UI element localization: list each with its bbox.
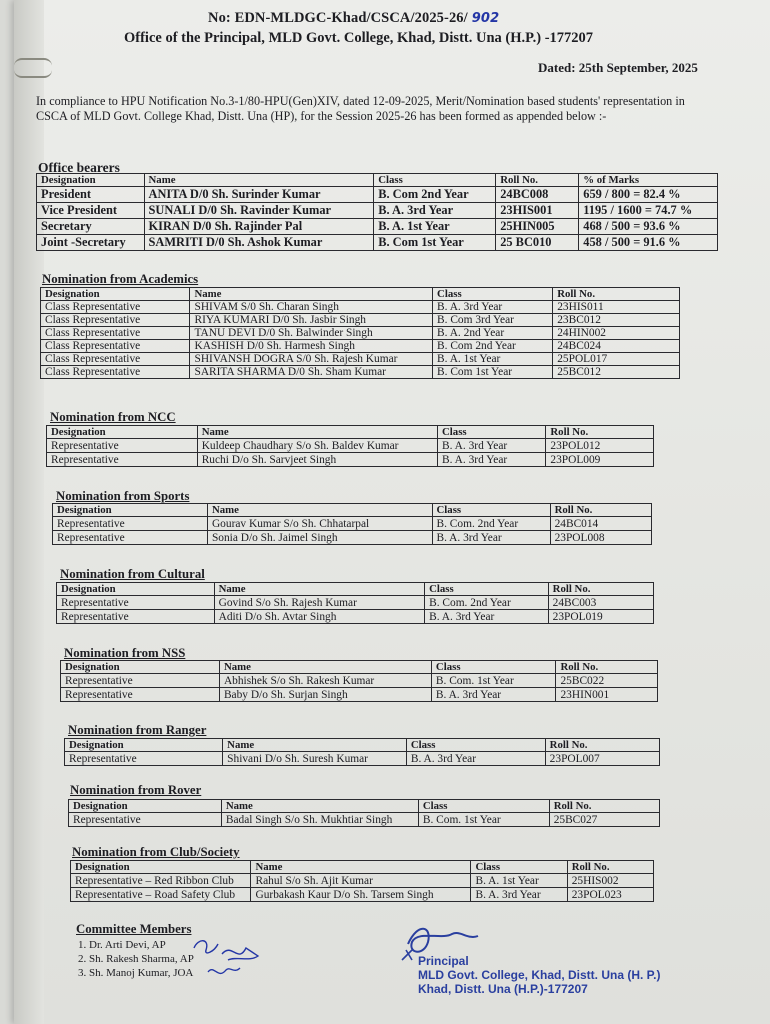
column-header: Class	[418, 800, 549, 813]
committee-member: 1. Dr. Arti Devi, AP	[78, 939, 166, 951]
column-header: Roll No.	[545, 739, 659, 752]
class-cell: B. A. 3rd Year	[374, 203, 496, 219]
name-cell: Shivani D/o Sh. Suresh Kumar	[223, 752, 407, 766]
name-cell: Badal Singh S/o Sh. Mukhtiar Singh	[221, 813, 418, 827]
class-cell: B. A. 3rd Year	[406, 752, 545, 766]
reference-number	[208, 10, 499, 27]
column-header: Roll No.	[567, 861, 653, 874]
section-title-nss: Nomination from NSS	[64, 646, 186, 660]
designation-cell: Representative	[61, 674, 220, 688]
designation-cell: Representative	[57, 610, 215, 624]
designation-cell: Representative	[57, 596, 215, 610]
class-cell: B. A. 3rd Year	[438, 439, 546, 453]
table-row	[37, 219, 718, 235]
marks-cell: 468 / 500 = 93.6 %	[579, 219, 718, 235]
table-row	[41, 327, 680, 340]
name-cell: SHIVAM S/0 Sh. Charan Singh	[190, 301, 433, 314]
name-cell: SHIVANSH DOGRA S/0 Sh. Rajesh Kumar	[190, 353, 433, 366]
section-title-rover: Nomination from Rover	[70, 783, 202, 797]
roll-cell: 25BC022	[556, 674, 658, 688]
table-header-row	[69, 800, 660, 813]
column-header: Name	[223, 739, 407, 752]
nss-table	[60, 660, 658, 702]
designation-cell: Representative	[61, 688, 220, 702]
class-cell: B. Com 1st Year	[433, 366, 553, 379]
rover-table	[68, 799, 660, 827]
designation-cell: Class Representative	[41, 340, 190, 353]
designation-cell: Class Representative	[41, 301, 190, 314]
committee-member: 2. Sh. Rakesh Sharma, AP	[78, 953, 194, 965]
roll-cell: 23BC012	[553, 314, 680, 327]
column-header: Class	[438, 426, 546, 439]
stamp-line-3: Khad, Distt. Una (H.P.)-177207	[418, 982, 588, 996]
table-header-row	[47, 426, 654, 439]
column-header: Designation	[57, 583, 215, 596]
designation-cell: Representative	[47, 453, 198, 467]
class-cell: B. Com. 2nd Year	[432, 517, 550, 531]
column-header: Name	[214, 583, 425, 596]
table-row	[61, 674, 658, 688]
column-header: Designation	[71, 861, 251, 874]
office-bearers-table	[36, 173, 718, 251]
designation-cell: President	[37, 187, 145, 203]
column-header: Roll No.	[556, 661, 658, 674]
sports-table	[52, 503, 652, 545]
name-cell: SARITA SHARMA D/0 Sh. Sham Kumar	[190, 366, 433, 379]
roll-cell: 25BC012	[553, 366, 680, 379]
class-cell: B. Com 2nd Year	[374, 187, 496, 203]
column-header: Roll No.	[496, 174, 579, 187]
handwritten-number: 902	[471, 11, 500, 26]
ranger-table	[64, 738, 660, 766]
designation-cell: Class Representative	[41, 327, 190, 340]
class-cell: B. Com 1st Year	[374, 235, 496, 251]
table-row	[53, 517, 652, 531]
roll-cell: 25HIS002	[567, 874, 653, 888]
designation-cell: Representative	[53, 517, 208, 531]
date-line	[538, 60, 698, 76]
column-header: Designation	[41, 288, 190, 301]
class-cell: B. A. 1st Year	[374, 219, 496, 235]
table-row	[41, 366, 680, 379]
roll-cell: 25POL017	[553, 353, 680, 366]
table-header-row	[57, 583, 654, 596]
page-binding	[14, 0, 44, 1024]
roll-cell: 24BC014	[550, 517, 651, 531]
designation-cell: Representative – Road Safety Club	[71, 888, 251, 902]
designation-cell: Representative	[47, 439, 198, 453]
name-cell: Kuldeep Chaudhary S/o Sh. Baldev Kumar	[197, 439, 437, 453]
name-cell: Gurbakash Kaur D/o Sh. Tarsem Singh	[251, 888, 471, 902]
roll-cell: 25 BC010	[496, 235, 579, 251]
roll-cell: 23POL019	[548, 610, 653, 624]
column-header: Designation	[47, 426, 198, 439]
class-cell: B. A. 3rd Year	[438, 453, 546, 467]
stamp-line-2: MLD Govt. College, Khad, Distt. Una (H. P.)	[418, 968, 661, 982]
table-row	[71, 888, 654, 902]
roll-cell: 25HIN005	[496, 219, 579, 235]
name-cell: KIRAN D/0 Sh. Rajinder Pal	[144, 219, 374, 235]
class-cell: B. A. 1st Year	[471, 874, 567, 888]
roll-cell: 25BC027	[549, 813, 659, 827]
academics-table	[40, 287, 680, 379]
designation-cell: Class Representative	[41, 314, 190, 327]
designation-cell: Representative	[69, 813, 222, 827]
column-header: Name	[221, 800, 418, 813]
marks-cell: 659 / 800 = 82.4 %	[579, 187, 718, 203]
table-header-row	[41, 288, 680, 301]
roll-cell: 23HIS001	[496, 203, 579, 219]
column-header: Class	[432, 504, 550, 517]
class-cell: B. A. 2nd Year	[433, 327, 553, 340]
table-row	[41, 314, 680, 327]
class-cell: B. A. 3rd Year	[431, 688, 556, 702]
name-cell: ANITA D/0 Sh. Surinder Kumar	[144, 187, 374, 203]
name-cell: Ruchi D/o Sh. Sarvjeet Singh	[197, 453, 437, 467]
designation-cell: Class Representative	[41, 366, 190, 379]
column-header: Roll No.	[553, 288, 680, 301]
roll-cell: 24BC008	[496, 187, 579, 203]
roll-cell: 23POL008	[550, 531, 651, 545]
designation-cell: Secretary	[37, 219, 145, 235]
table-row	[37, 235, 718, 251]
table-header-row	[71, 861, 654, 874]
name-cell: TANU DEVI D/0 Sh. Balwinder Singh	[190, 327, 433, 340]
marks-cell: 1195 / 1600 = 74.7 %	[579, 203, 718, 219]
cultural-table	[56, 582, 654, 624]
roll-cell: 23POL012	[546, 439, 654, 453]
reference-number-text: No: EDN-MLDGC-Khad/CSCA/2025-26/	[208, 10, 468, 26]
marks-cell: 458 / 500 = 91.6 %	[579, 235, 718, 251]
section-title-club: Nomination from Club/Society	[72, 845, 240, 859]
roll-cell: 23HIN001	[556, 688, 658, 702]
roll-cell: 23POL023	[567, 888, 653, 902]
designation-cell: Class Representative	[41, 353, 190, 366]
column-header: Designation	[69, 800, 222, 813]
section-title-sports: Nomination from Sports	[56, 489, 190, 503]
column-header: Name	[219, 661, 431, 674]
class-cell: B. A. 1st Year	[433, 353, 553, 366]
column-header: Roll No.	[550, 504, 651, 517]
table-header-row	[61, 661, 658, 674]
committee-signatures	[188, 934, 278, 986]
class-cell: B. Com. 2nd Year	[425, 596, 549, 610]
roll-cell: 23HIS011	[553, 301, 680, 314]
name-cell: Gourav Kumar S/o Sh. Chhatarpal	[207, 517, 432, 531]
class-cell: B. A. 3rd Year	[433, 301, 553, 314]
designation-cell: Joint -Secretary	[37, 235, 145, 251]
class-cell: B. Com. 1st Year	[431, 674, 556, 688]
name-cell: KASHISH D/0 Sh. Harmesh Singh	[190, 340, 433, 353]
name-cell: Baby D/o Sh. Surjan Singh	[219, 688, 431, 702]
column-header: Name	[251, 861, 471, 874]
name-cell: SUNALI D/0 Sh. Ravinder Kumar	[144, 203, 374, 219]
column-header: Designation	[37, 174, 145, 187]
name-cell: Rahul S/o Sh. Ajit Kumar	[251, 874, 471, 888]
roll-cell: 24HIN002	[553, 327, 680, 340]
intro-paragraph: In compliance to HPU Notification No.3-1/80-HPU(Gen)XIV, dated 12-09-2025, Merit/Nomination based students' representation in CSCA of MLD Govt. College Khad, Distt. Una (HP), for the Session 2025-26 has been formed as appended below :-	[36, 94, 685, 123]
table-row	[37, 203, 718, 219]
club-table	[70, 860, 654, 902]
column-header: Name	[197, 426, 437, 439]
column-header: Designation	[65, 739, 223, 752]
section-title-ncc: Nomination from NCC	[50, 410, 176, 424]
column-header: Name	[190, 288, 433, 301]
designation-cell: Vice President	[37, 203, 145, 219]
designation-cell: Representative	[53, 531, 208, 545]
designation-cell: Representative – Red Ribbon Club	[71, 874, 251, 888]
name-cell: Sonia D/o Sh. Jaimel Singh	[207, 531, 432, 545]
class-cell: B. A. 3rd Year	[471, 888, 567, 902]
roll-cell: 23POL007	[545, 752, 659, 766]
table-row	[41, 340, 680, 353]
table-row	[53, 531, 652, 545]
table-row	[69, 813, 660, 827]
column-header: Roll No.	[549, 800, 659, 813]
column-header: Roll No.	[546, 426, 654, 439]
stamp-line-1: Principal	[418, 954, 469, 968]
table-row	[57, 596, 654, 610]
roll-cell: 24BC024	[553, 340, 680, 353]
name-cell: SAMRITI D/0 Sh. Ashok Kumar	[144, 235, 374, 251]
ncc-table	[46, 425, 654, 467]
name-cell: Aditi D/o Sh. Avtar Singh	[214, 610, 425, 624]
table-row	[61, 688, 658, 702]
date-value: 25th September, 2025	[578, 60, 698, 75]
table-header-row	[37, 174, 718, 187]
section-title-office-bearers: Office bearers	[38, 160, 120, 175]
column-header: Class	[406, 739, 545, 752]
column-header: Class	[471, 861, 567, 874]
class-cell: B. Com. 1st Year	[418, 813, 549, 827]
principal-stamp-text	[418, 954, 660, 996]
date-label: Dated:	[538, 60, 576, 75]
committee-members-list	[78, 938, 194, 980]
table-row	[57, 610, 654, 624]
column-header: Name	[207, 504, 432, 517]
table-row	[65, 752, 660, 766]
table-row	[41, 353, 680, 366]
column-header: Designation	[53, 504, 208, 517]
class-cell: B. A. 3rd Year	[425, 610, 549, 624]
binder-clip	[14, 58, 52, 78]
column-header: Class	[431, 661, 556, 674]
column-header: Designation	[61, 661, 220, 674]
table-row	[47, 453, 654, 467]
name-cell: Govind S/o Sh. Rajesh Kumar	[214, 596, 425, 610]
column-header: Name	[144, 174, 374, 187]
table-row	[37, 187, 718, 203]
name-cell: RIYA KUMARI D/0 Sh. Jasbir Singh	[190, 314, 433, 327]
class-cell: B. A. 3rd Year	[432, 531, 550, 545]
table-header-row	[53, 504, 652, 517]
roll-cell: 24BC003	[548, 596, 653, 610]
class-cell: B. Com 3rd Year	[433, 314, 553, 327]
class-cell: B. Com 2nd Year	[433, 340, 553, 353]
designation-cell: Representative	[65, 752, 223, 766]
column-header: Class	[425, 583, 549, 596]
table-row	[47, 439, 654, 453]
column-header: Class	[374, 174, 496, 187]
table-header-row	[65, 739, 660, 752]
column-header: % of Marks	[579, 174, 718, 187]
name-cell: Abhishek S/o Sh. Rakesh Kumar	[219, 674, 431, 688]
roll-cell: 23POL009	[546, 453, 654, 467]
column-header: Roll No.	[548, 583, 653, 596]
committee-member: 3. Sh. Manoj Kumar, JOA	[78, 967, 194, 979]
section-title-ranger: Nomination from Ranger	[68, 723, 207, 737]
column-header: Class	[433, 288, 553, 301]
office-title: Office of the Principal, MLD Govt. College, Khad, Distt. Una (H.P.) -177207	[124, 30, 594, 46]
table-row	[71, 874, 654, 888]
section-title-academics: Nomination from Academics	[42, 272, 199, 286]
section-title-cultural: Nomination from Cultural	[60, 567, 205, 581]
table-row	[41, 301, 680, 314]
section-title-committee: Committee Members	[76, 922, 192, 936]
